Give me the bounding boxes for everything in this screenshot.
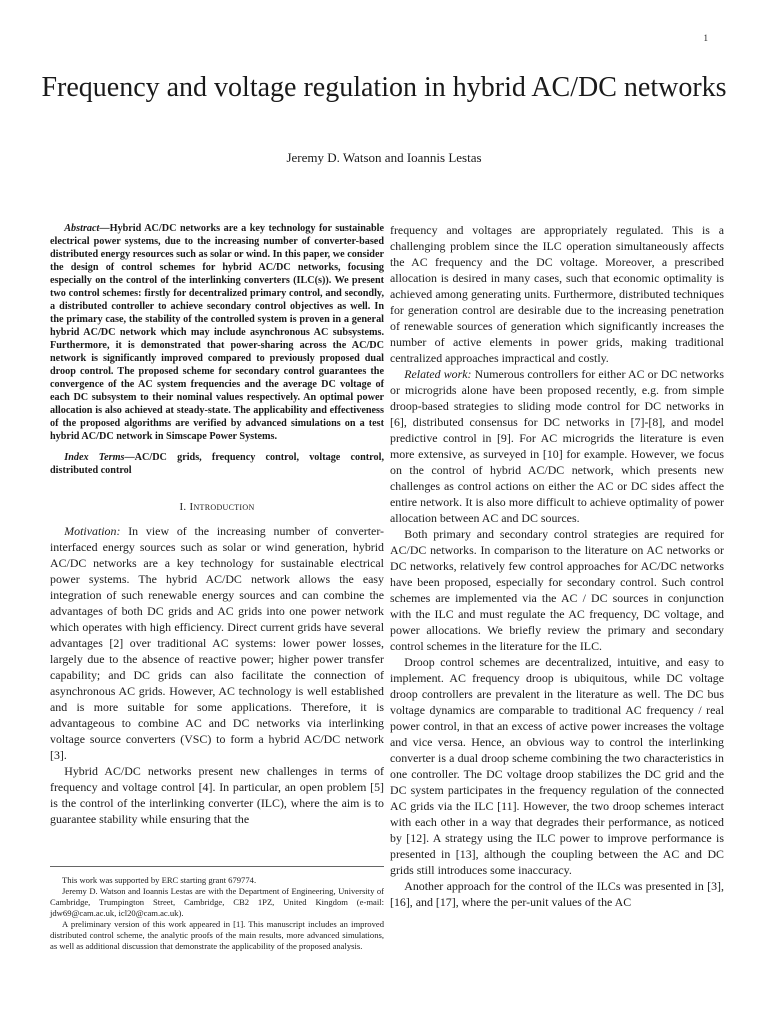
- footnote-preliminary: A preliminary version of this work appeared in [1]. This manuscript includes an improved distributed control scheme, the analytic proofs of the main results, more advanced simulations, as well as additional discussion that demonstrate the applicability of the proposed analysis.: [50, 919, 384, 951]
- page-number: 1: [703, 33, 708, 43]
- right-column: [390, 222, 724, 910]
- index-terms-text: —AC/DC grids, frequency control, voltage control, distributed control: [50, 452, 384, 476]
- left-body: [50, 523, 384, 827]
- paragraph-label: Motivation:: [64, 524, 121, 538]
- paragraph: [390, 654, 724, 878]
- paragraph: [390, 878, 724, 910]
- paragraph-text: Another approach for the control of the ILCs was presented in [3], [16], and [17], where the per-unit values of the AC: [390, 879, 724, 909]
- footnote-funding: This work was supported by ERC starting grant 679774.: [62, 875, 257, 885]
- section-title: Introduction: [189, 501, 255, 513]
- paragraph: [390, 366, 724, 526]
- abstract-label: Abstract: [64, 223, 100, 234]
- paragraph-text: Droop control schemes are decentralized, intuitive, and easy to implement. AC frequency droop is ubiquitous, while DC voltage droop controllers are prevalent in the literature as well. The DC bus voltage dynamics are comparable to traditional AC frequency / real power control, in that an excess of active power increases the voltage and vice versa. Hence, an obvious way to control the interlinking converter is a dual droop scheme combining the two characteristics in one controller. The DC voltage droop stabilizes the DC grid and the DC system participates in the frequency regulation of the connected AC grids via the ILC [11]. However, the two droop schemes interact with each other in a way that degrades their performance, as noticed by [12]. A strategy using the ILC power to improve performance is presented in [13], although the coupling between the AC and DC grids still introduces some inaccuracy.: [390, 655, 724, 877]
- index-terms-label: Index Terms: [64, 452, 125, 463]
- index-terms: [50, 451, 384, 477]
- abstract-text: —Hybrid AC/DC networks are a key technology for sustainable electrical power systems, due to the increasing number of converter-based distributed energy resources such as solar or wind. In this paper, we consider the design of control schemes for hybrid AC/DC networks, focusing especially on the control of the interlinking converters (ILC(s)). We present two control schemes: firstly for decentralized primary control, and secondly, a distributed controller to achieve secondary control objectives as well. In the primary case, the stability of the controlled system is proven in a general hybrid AC/DC network which may include asynchronous AC subsystems. Furthermore, it is demonstrated that power-sharing across the AC/DC network is significantly improved compared to previously proposed dual droop control. The proposed scheme for secondary control guarantees the convergence of the AC system frequencies and the average DC voltage of each DC subsystem to their nominal values respectively. An optimal power allocation is also achieved at steady-state. The applicability and effectiveness of the proposed algorithms are verified by advanced simulations on a test hybrid AC/DC network in Simscape Power Systems.: [50, 223, 384, 442]
- paragraph-label: Related work:: [404, 367, 472, 381]
- footnotes: [50, 866, 384, 952]
- left-column: [50, 222, 384, 827]
- paragraph-text: Hybrid AC/DC networks present new challenges in terms of frequency and voltage control [4]. In particular, an open problem [5] is the control of the interlinking converter (ILC), where the aim is to guarantee stability while ensuring that the: [50, 764, 384, 826]
- footnote-affiliation: Jeremy D. Watson and Ioannis Lestas are with the Department of Engineering, University of Cambridge, Trumpington Street, Cambridge, CB2 1PZ, United Kingdom (e-mail: jdw69@cam.ac.uk, icl20@cam.ac.uk).: [50, 886, 384, 918]
- section-numeral: I.: [179, 501, 190, 513]
- paragraph: [50, 763, 384, 827]
- paragraph-text: In view of the increasing number of converter-interfaced energy sources such as solar or wind generation, hybrid AC/DC networks are a key technology for sustainable electrical power systems. The hybrid AC/DC network allows the easy integration of such renewable energy sources and can combine the advantages of both DC grids and AC grids into one power network which operates with high efficiency. Direct current grids have several advantages [2] over traditional AC systems: lower power losses, largely due to the absence of reactive power; higher power transfer capability; and DC grids can also facilitate the connection of asynchronous AC grids. However, AC technology is well established and is more suitable for some applications. Therefore, it is advantageous to combine AC and DC networks via interlinking voltage source converters (VSC) to form a hybrid AC/DC network [3].: [50, 524, 384, 762]
- paper-authors: Jeremy D. Watson and Ioannis Lestas: [286, 150, 482, 165]
- abstract: [50, 222, 384, 443]
- section-heading-introduction: [50, 499, 384, 515]
- paragraph-text: frequency and voltages are appropriately regulated. This is a challenging problem since the ILC operation simultaneously affects the AC frequency and the DC voltage. Moreover, a prescribed allocation is desired in many cases, such that economic optimality is achieved among generating units. Furthermore, distributed techniques for generation control are desirable due to the increasing penetration of renewable sources of generation which significantly increases the number of active elements in power grids, making traditional centralized approaches impractical and costly.: [390, 223, 724, 365]
- paper-title: Frequency and voltage regulation in hybrid AC/DC networks: [41, 72, 727, 103]
- paragraph: [50, 523, 384, 763]
- paragraph-text: Both primary and secondary control strategies are required for AC/DC networks. In comparison to the literature on AC networks or DC networks, relatively few control approaches for AC/DC networks have been proposed, especially for secondary control. Such control schemes are implemented via the AC / DC sources in conjunction with the ILC and must regulate the AC frequency, DC voltage, and power allocations. We briefly review the primary and secondary control schemes in the literature for the ILC.: [390, 527, 724, 653]
- paragraph: [390, 222, 724, 366]
- paragraph: [390, 526, 724, 654]
- right-body: [390, 222, 724, 910]
- paragraph-text: Numerous controllers for either AC or DC networks or microgrids alone have been proposed recently, e.g. from simple droop-based strategies to sliding mode control for DC networks in [6], distributed consensus for DC networks in [7]-[8], and model predictive control in [9]. For AC microgrids the literature is even more extensive, as surveyed in [10] for example. However, we focus on the control of hybrid AC/DC network, which presents new challenges as control actions on either the AC or DC sides affect the entire network. It is also more difficult to achieve optimality of power allocation between AC and DC sources.: [390, 367, 725, 525]
